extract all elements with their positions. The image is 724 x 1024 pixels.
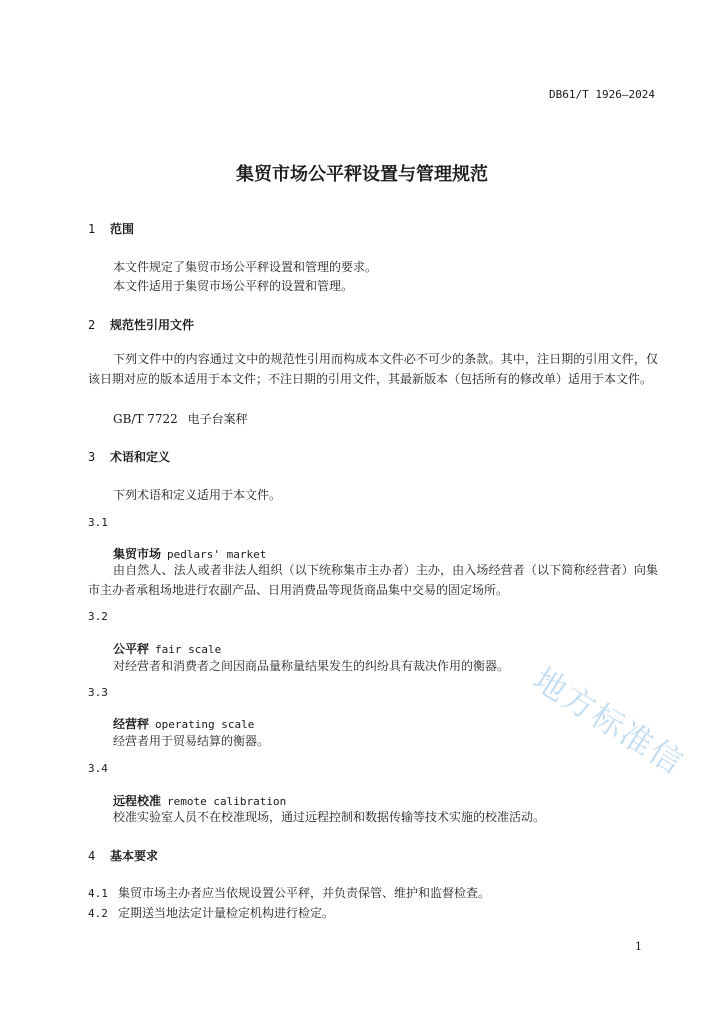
term-chinese: 集贸市场 (113, 547, 162, 561)
clause-text: 集贸市场主办者应当依规设置公平秤，并负责保管、维护和监督检查。 (118, 886, 491, 900)
clause-number: 3.3 (88, 686, 108, 699)
paragraph: 本文件规定了集贸市场公平秤设置和管理的要求。 (113, 260, 378, 274)
term-definition: 校准实验室人员不在校准现场，通过远程控制和数据传输等技术实施的校准活动。 (113, 810, 546, 824)
term-english: operating scale (155, 718, 255, 731)
term-chinese: 公平秤 (113, 642, 150, 656)
clause-text: 定期送当地法定计量检定机构进行检定。 (118, 906, 335, 920)
section-number: 1 (88, 222, 96, 236)
section-4-heading (88, 847, 158, 864)
term-definition: 对经营者和消费者之间因商品量称量结果发生的纠纷具有裁决作用的衡器。 (113, 659, 510, 673)
term-english: pedlars' market (167, 548, 267, 561)
section-title: 基本要求 (110, 849, 159, 863)
clause-number: 3.1 (88, 516, 108, 529)
term-chinese: 经营秤 (113, 717, 150, 731)
section-title: 术语和定义 (110, 450, 171, 464)
paragraph: 本文件适用于集贸市场公平秤的设置和管理。 (113, 279, 354, 293)
paragraph: 下列文件中的内容通过文中的规范性引用而构成本文件必不可少的条款。其中，注日期的引用文件，仅该日期对应的版本适用于本文件；不注日期的引用文件，其最新版本（包括所有的修改单）适用于本文件。 (88, 352, 658, 386)
section-2-heading (88, 316, 194, 333)
term-chinese: 远程校准 (113, 794, 162, 808)
clause-number: 3.2 (88, 610, 108, 623)
section-title: 范围 (110, 222, 135, 236)
clause-item (88, 904, 334, 921)
section-number: 2 (88, 318, 96, 332)
page-title: 集贸市场公平秤设置与管理规范 (236, 164, 488, 185)
watermark: 地方标准信 (526, 660, 692, 783)
paragraph: 下列术语和定义适用于本文件。 (113, 488, 282, 502)
term-english: fair scale (155, 643, 222, 656)
page-number: 1 (635, 940, 642, 953)
term-definition: 经营者用于贸易结算的衡器。 (113, 734, 270, 748)
reference-name: 电子台案秤 (187, 412, 248, 426)
clause-number: 4.2 (88, 907, 108, 920)
reference-code: GB/T 7722 (113, 412, 178, 426)
section-1-heading (88, 220, 134, 237)
section-number: 3 (88, 450, 96, 464)
normative-reference (113, 410, 248, 427)
term-english: remote calibration (167, 795, 287, 808)
clause-item (88, 884, 490, 901)
section-title: 规范性引用文件 (110, 318, 195, 332)
term-entry (113, 713, 254, 732)
term-definition: 由自然人、法人或者非法人组织（以下统称集市主办者）主办，由入场经营者（以下简称经营者）向集市主办者承租场地进行农副产品、日用消费品等现货商品集中交易的固定场所。 (88, 563, 658, 597)
clause-number: 3.4 (88, 762, 108, 775)
section-number: 4 (88, 849, 96, 863)
standard-code: DB61/T 1926—2024 (549, 88, 655, 101)
clause-number: 4.1 (88, 887, 108, 900)
term-entry (113, 790, 286, 809)
term-entry (113, 638, 221, 657)
section-3-heading (88, 448, 170, 465)
